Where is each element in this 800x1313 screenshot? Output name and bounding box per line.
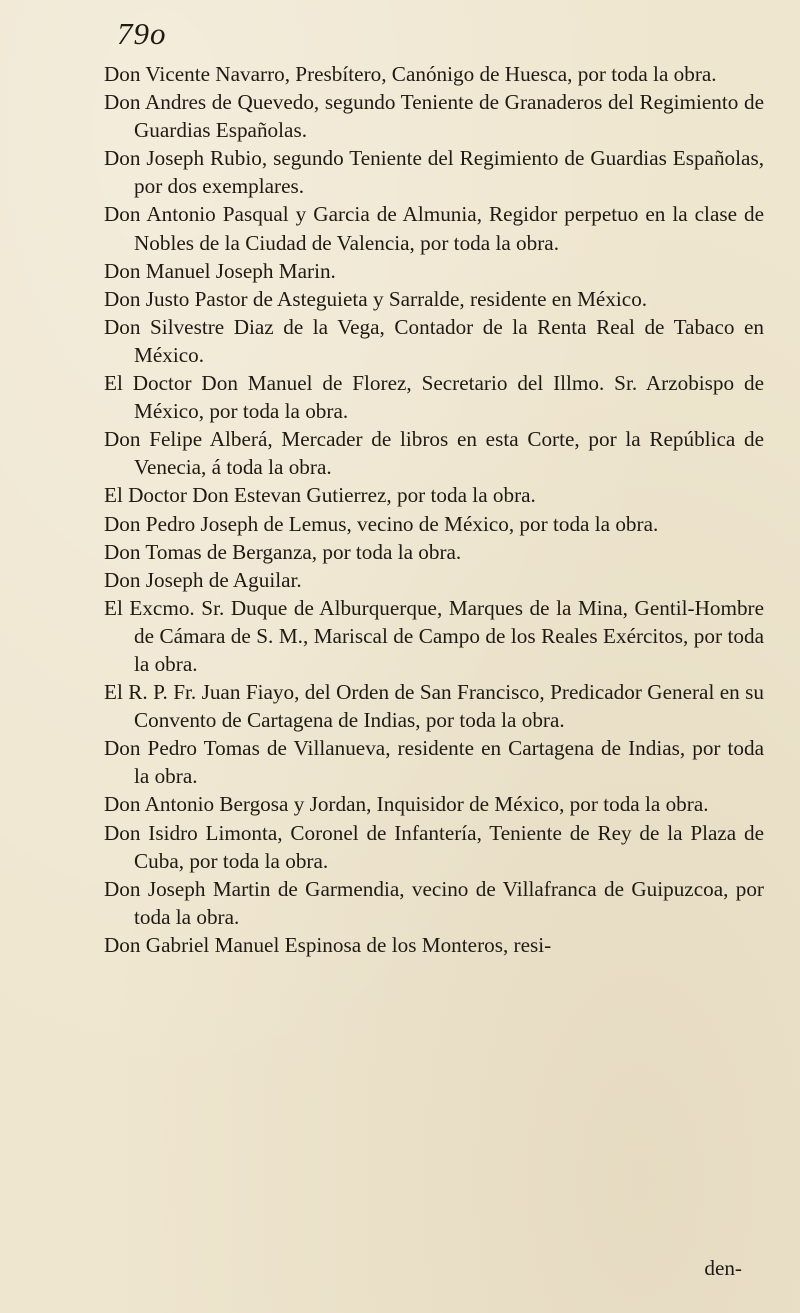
entry-text: Don Justo Pastor de Asteguieta y Sarralde, residente en México. — [104, 286, 648, 311]
entry-text: Don Manuel Joseph Marin. — [104, 258, 336, 283]
entry-text: Don Pedro Joseph de Lemus, vecino de México, por toda la obra. — [104, 511, 659, 536]
entry-text: El Doctor Don Manuel de Florez, Secretario del Illmo. Sr. Arzobispo de México, por toda la obra. — [104, 371, 764, 424]
page-number: 79o — [117, 16, 167, 51]
entry-text: Don Vicente Navarro, Presbítero, Canónigo de Huesca, por toda la obra. — [104, 62, 717, 86]
entry-text: Don Joseph de Aguilar. — [104, 567, 302, 592]
list-item — [104, 313, 764, 369]
list-item — [104, 425, 764, 481]
list-item — [104, 790, 764, 818]
list-item — [104, 734, 764, 790]
list-item — [104, 931, 764, 959]
list-item — [104, 257, 764, 285]
list-item — [104, 819, 764, 875]
catchword: den- — [704, 1256, 742, 1280]
list-item — [104, 594, 764, 678]
list-item — [104, 200, 764, 256]
list-item — [104, 510, 764, 538]
list-item — [104, 678, 764, 734]
list-item — [104, 538, 764, 566]
entry-text: Don Antonio Bergosa y Jordan, Inquisidor de México, por toda la obra. — [104, 792, 709, 817]
subscriber-list — [104, 60, 764, 959]
list-item — [104, 88, 764, 144]
entry-text: El R. P. Fr. Juan Fiayo, del Orden de San Francisco, Predicador General en su Convento de Cartagena de Indias, por toda la obra. — [104, 680, 764, 733]
entry-text: Don Pedro Tomas de Villanueva, residente en Cartagena de Indias, por toda la obra. — [104, 736, 764, 789]
entry-text: Don Andres de Quevedo, segundo Teniente de Granaderos del Regimiento de Guardias Españolas. — [104, 90, 764, 143]
entry-text: El Doctor Don Estevan Gutierrez, por toda la obra. — [104, 483, 536, 508]
list-item — [104, 285, 764, 313]
entry-text: Don Silvestre Diaz de la Vega, Contador de la Renta Real de Tabaco en México. — [104, 314, 764, 367]
entry-text: Don Joseph Martin de Garmendia, vecino de Villafranca de Guipuzcoa, por toda la obra. — [104, 876, 764, 929]
list-item — [104, 875, 764, 931]
entry-text: Don Isidro Limonta, Coronel de Infantería, Teniente de Rey de la Plaza de Cuba, por toda la obra. — [104, 820, 764, 873]
entry-text: El Excmo. Sr. Duque de Alburquerque, Marques de la Mina, Gentil-Hombre de Cámara de S. M., Mariscal de Campo de los Reales Exércitos, por toda la obra. — [104, 595, 764, 676]
list-item — [104, 144, 764, 200]
entry-text: Don Joseph Rubio, segundo Teniente del Regimiento de Guardias Españolas, por dos exemplares. — [104, 146, 764, 199]
list-item — [104, 60, 764, 88]
entry-text: Don Tomas de Berganza, por toda la obra. — [104, 539, 462, 564]
entry-text: Don Antonio Pasqual y Garcia de Almunia, Regidor perpetuo en la clase de Nobles de la Ciudad de Valencia, por toda la obra. — [104, 202, 764, 255]
entry-text: Don Gabriel Manuel Espinosa de los Monteros, resi- — [104, 932, 552, 957]
entry-text: Don Felipe Alberá, Mercader de libros en esta Corte, por la República de Venecia, á toda la obra. — [104, 427, 764, 480]
list-item — [104, 369, 764, 425]
list-item — [104, 566, 764, 594]
list-item — [104, 481, 764, 509]
